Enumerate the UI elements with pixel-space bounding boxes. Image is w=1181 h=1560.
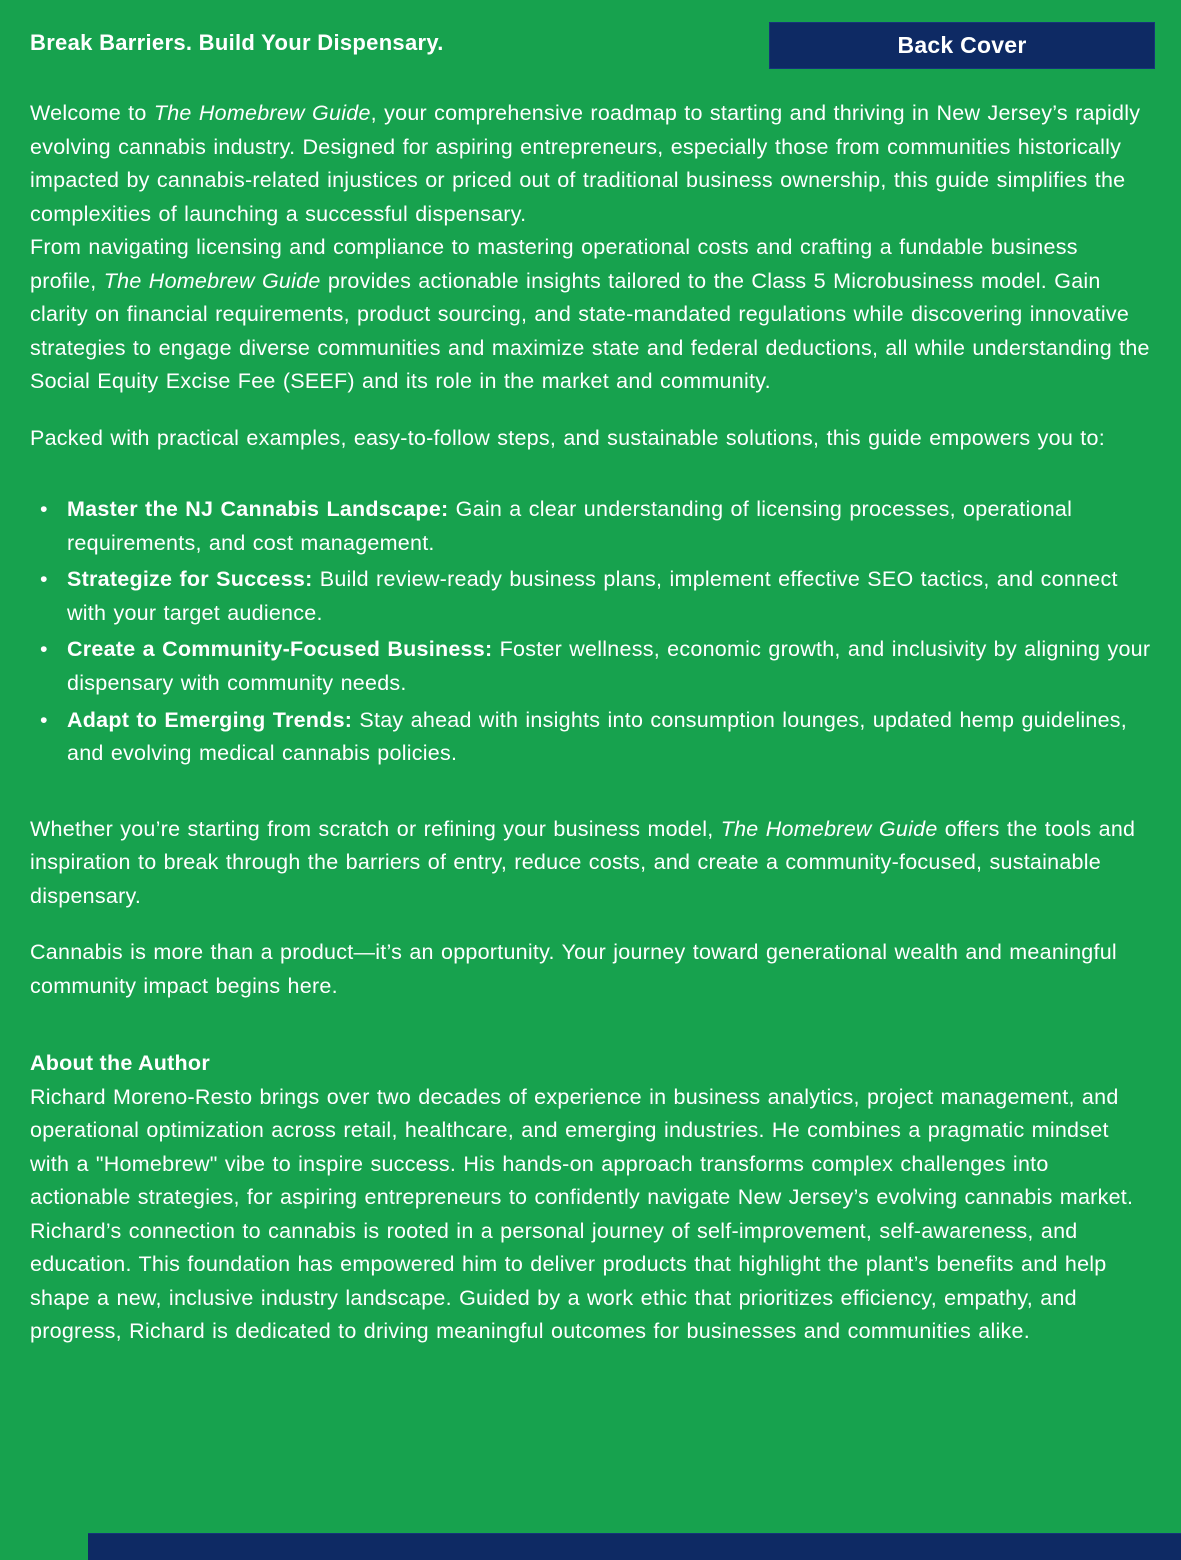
text-segment: Welcome to — [30, 101, 154, 125]
list-item — [30, 563, 1151, 630]
book-title-italic: The Homebrew Guide — [153, 101, 371, 125]
header — [30, 22, 1151, 69]
text-segment: offers the tools and inspiration to break through the barriers of entry, reduce costs, and create a community-focused, sustainable dispensary. — [30, 816, 1136, 908]
about-author-heading: About the Author — [30, 1051, 210, 1076]
text-segment: From navigating licensing and compliance to mastering operational costs and crafting a fundable business profile, — [30, 235, 1078, 293]
bullet-icon — [40, 563, 48, 597]
book-title-italic: The Homebrew Guide — [720, 816, 938, 841]
bullet-text: Stay ahead with insights into consumption lounges, updated hemp guidelines, and evolving medical cannabis policies. — [67, 707, 1128, 766]
back-cover-badge: Back Cover — [769, 22, 1155, 69]
book-title-italic: The Homebrew Guide — [103, 268, 321, 293]
bullet-icon — [40, 493, 48, 527]
feature-bullet-list — [30, 493, 1151, 770]
bullet-icon — [40, 633, 48, 667]
bullet-text: Foster wellness, economic growth, and inclusivity by aligning your dispensary with community needs. — [67, 637, 1151, 695]
about-paragraph-1: Richard Moreno-Resto brings over two decades of experience in business analytics, project management, and operational optimization across retail, healthcare, and emerging industries. He combines a pragmatic mindset with a "Homebrew" vibe to inspire success. His hands-on approach transforms complex challenges into actionable strategies, for aspiring entrepreneurs to confidently navigate New Jersey’s evolving cannabis market. — [30, 1084, 1134, 1210]
closing-paragraph-1 — [30, 813, 1151, 914]
text-segment: , your comprehensive roadmap to starting and thriving in New Jersey’s rapidly evolving cannabis industry. Designed for aspiring entrepreneurs, especially those from communities historically impacted by cannabis-related injustices or priced out of traditional business ownership, this guide simplifies the complexities of launching a successful dispensary. — [30, 101, 1141, 226]
bullet-lead: Strategize for Success: — [67, 567, 313, 592]
intro-paragraph-2 — [30, 231, 1151, 399]
intro-paragraph-3: Packed with practical examples, easy-to-follow steps, and sustainable solutions, this guide empowers you to: — [30, 425, 1105, 450]
bullet-text: Gain a clear understanding of licensing processes, operational requirements, and cost management. — [67, 497, 1073, 555]
text-segment: Whether you’re starting from scratch or refining your business model, — [30, 816, 721, 841]
bullet-lead: Master the NJ Cannabis Landscape: — [67, 497, 449, 522]
intro-paragraph-1 — [30, 97, 1151, 231]
footer-bar — [88, 1533, 1181, 1560]
bullet-text: Build review-ready business plans, implement effective SEO tactics, and connect with your target audience. — [67, 567, 1118, 625]
closing-paragraph-2: Cannabis is more than a product—it’s an opportunity. Your journey toward generational wealth and meaningful community impact begins here. — [30, 940, 1117, 998]
page-title: Break Barriers. Build Your Dispensary. — [30, 30, 444, 55]
list-item — [30, 493, 1151, 560]
about-paragraph-2: Richard’s connection to cannabis is rooted in a personal journey of self-improvement, self-awareness, and education. This foundation has empowered him to deliver products that highlight the plant’s benefits and help shape a new, inclusive industry landscape. Guided by a work ethic that prioritizes efficiency, empathy, and progress, Richard is dedicated to driving meaningful outcomes for businesses and communities alike. — [30, 1218, 1107, 1344]
bullet-lead: Adapt to Emerging Trends: — [67, 707, 353, 732]
bullet-icon — [40, 704, 48, 738]
text-segment: provides actionable insights tailored to the Class 5 Microbusiness model. Gain clarity on financial requirements, product sourcing, and state-mandated regulations while discovering innovative strategies to engage diverse communities and maximize state and federal deductions, all while understanding the Social Equity Excise Fee (SEEF) and its role in the market and community. — [30, 268, 1150, 394]
bullet-lead: Create a Community-Focused Business: — [67, 637, 493, 662]
list-item — [30, 633, 1151, 700]
list-item — [30, 704, 1151, 771]
